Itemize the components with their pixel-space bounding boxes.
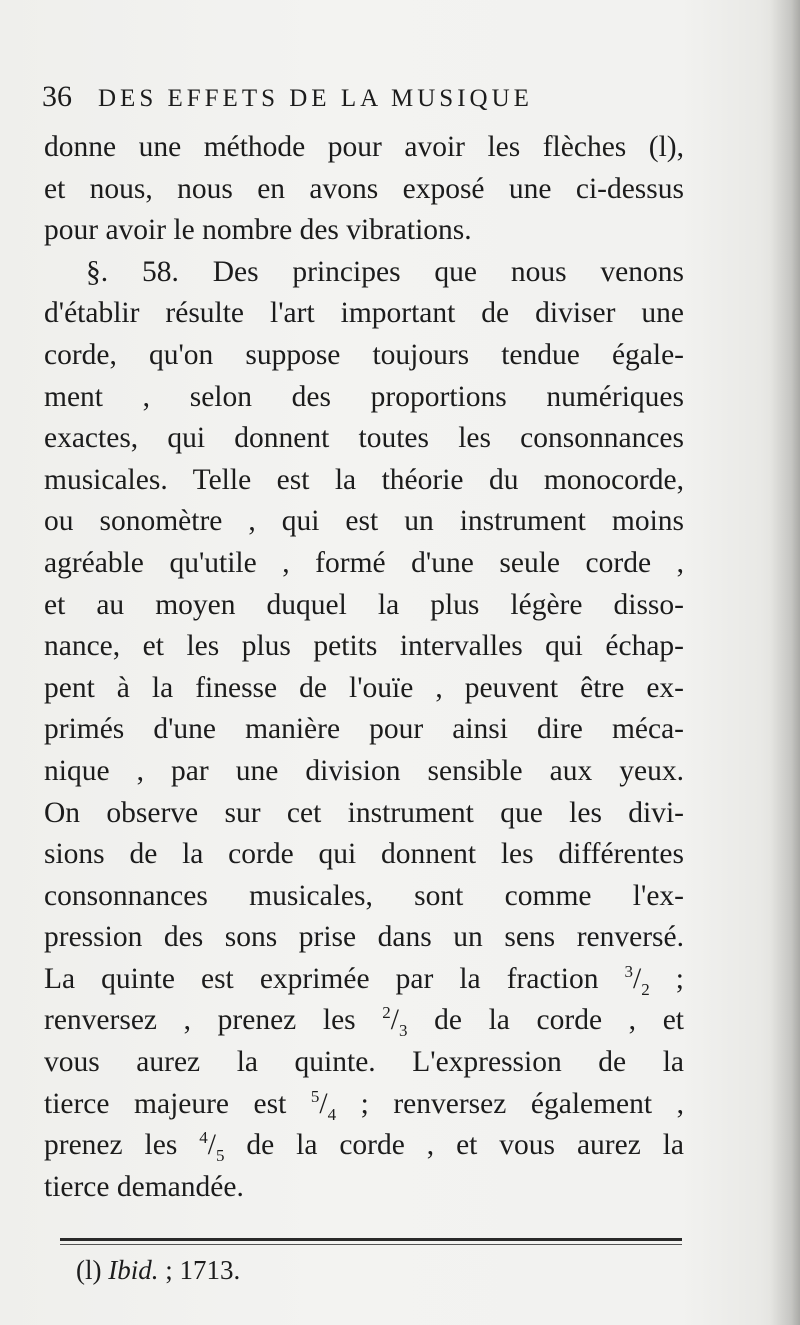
text-line: corde, qu'on suppose toujours tendue égale- (44, 338, 684, 371)
text-line: On observe sur cet instrument que les divi- (44, 796, 684, 829)
text-line-with-fraction (44, 1125, 684, 1167)
footnote-marker: (l) (76, 1255, 102, 1285)
text-segment: prenez les (44, 1129, 200, 1162)
page-number: 36 (42, 80, 72, 113)
fraction-numerator: 4 (199, 1128, 208, 1148)
text-line: sions de la corde qui donnent les différentes (44, 838, 684, 871)
fraction: $^5/_4$ (310, 1086, 337, 1124)
text-line: et au moyen duquel la plus légère disso- (44, 588, 684, 621)
text-line-with-fraction (44, 1000, 684, 1042)
footnote-rule (60, 1238, 682, 1241)
fraction-denominator: 3 (399, 1021, 408, 1041)
fraction: $^3/_2$ (624, 962, 650, 999)
page-edge-shadow (770, 0, 800, 1325)
running-header (42, 80, 692, 120)
footnote-separator: ; (158, 1255, 180, 1285)
fraction: $^4/_5$ (199, 1128, 225, 1166)
footnote-rule-thin (60, 1244, 682, 1245)
text-segment: tierce majeure est (44, 1087, 311, 1120)
text-segment: ; (649, 962, 684, 995)
text-line: exactes, qui donnent toutes les consonnances (44, 422, 684, 455)
fraction-numerator: 5 (310, 1086, 320, 1106)
text-line: ou sonomètre , qui est un instrument moins (44, 505, 684, 538)
fraction-numerator: 3 (624, 962, 634, 982)
fraction-denominator: 2 (641, 979, 650, 999)
text-segment: de la corde , et vous aurez la (224, 1129, 685, 1162)
footnote-source: Ibid. (108, 1255, 159, 1285)
footnote-year: 1713. (179, 1255, 241, 1285)
text-line: nance, et les plus petits intervalles qui échap- (44, 630, 684, 663)
text-line: et nous, nous en avons exposé une ci-dessus (44, 172, 684, 205)
text-line: donne une méthode pour avoir les flèches (l), (44, 131, 684, 163)
text-line: primés d'une manière pour ainsi dire méca- (44, 713, 684, 746)
text-line: vous aurez la quinte. L'expression de la (44, 1046, 684, 1079)
text-line: d'établir résulte l'art important de diviser une (44, 297, 684, 330)
text-line: pent à la finesse de l'ouïe , peuvent être ex- (44, 671, 684, 704)
text-line: nique , par une division sensible aux yeux. (44, 754, 684, 787)
text-line-with-fraction (44, 959, 684, 1001)
fraction-denominator: 5 (215, 1146, 225, 1166)
text-segment: La quinte est exprimée par la fraction (44, 962, 625, 995)
text-line-with-fraction (44, 1084, 684, 1126)
text-line: musicales. Telle est la théorie du monocorde, (44, 463, 684, 496)
footnote (76, 1255, 240, 1286)
running-title: DES EFFETS DE LA MUSIQUE (98, 85, 533, 112)
text-segment: ; renversez également , (336, 1087, 684, 1120)
text-line: pression des sons prise dans un sens renversé. (44, 921, 684, 954)
text-line: tierce demandée. (44, 1170, 244, 1203)
text-segment: renversez , prenez les (44, 1004, 383, 1037)
text-line: ment , selon des proportions numériques (44, 380, 684, 413)
text-line: pour avoir le nombre des vibrations. (44, 214, 472, 247)
fraction-denominator: 4 (327, 1104, 337, 1124)
body-text (44, 127, 684, 1208)
text-line: consonnances musicales, sont comme l'ex- (44, 879, 684, 912)
text-line: agréable qu'utile , formé d'une seule corde , (44, 546, 684, 579)
text-line: §. 58. Des principes que nous venons (86, 255, 684, 288)
fraction-numerator: 2 (382, 1003, 391, 1023)
fraction: $^2/_3$ (382, 1003, 408, 1041)
text-segment: de la corde , et (407, 1004, 684, 1037)
